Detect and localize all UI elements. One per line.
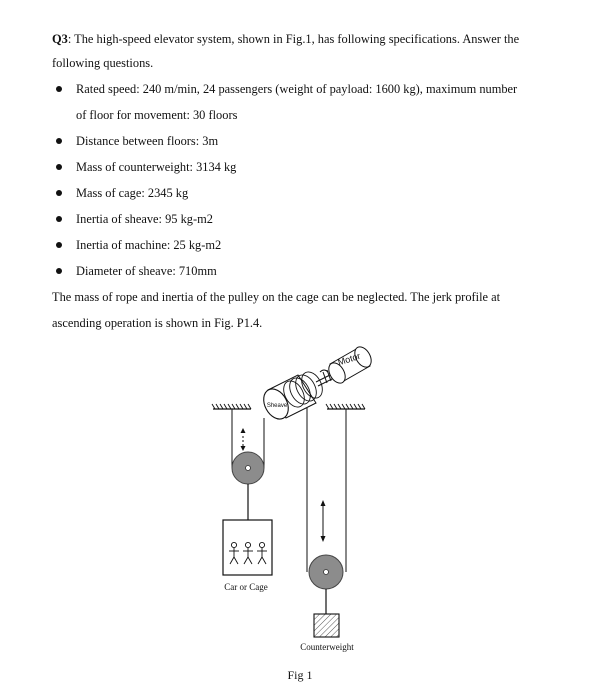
counterweight-pulley xyxy=(309,555,343,614)
question-label: Q3 xyxy=(52,32,68,46)
spec-item: Rated speed: 240 m/min, 24 passengers (weight of payload: 1600 kg), maximum number xyxy=(76,82,518,96)
motor xyxy=(325,344,374,386)
question-intro-text: : The high-speed elevator system, shown in Fig.1, has following specifications. Answer the xyxy=(67,32,520,46)
car-motion-arrow xyxy=(241,428,246,451)
car-cage xyxy=(223,520,272,575)
spec-item: Inertia of machine: 25 kg-m2 xyxy=(76,238,222,252)
sheave-label: Sheave xyxy=(266,403,288,409)
spec-item: Mass of counterweight: 3134 kg xyxy=(76,160,237,174)
counterweight-motion-arrow xyxy=(321,500,326,542)
left-ceiling-anchor xyxy=(212,404,251,409)
car-label: Car or Cage xyxy=(224,582,268,592)
car-pulley xyxy=(232,452,264,520)
figure-caption: Fig 1 xyxy=(287,668,313,682)
notes-line1: The mass of rope and inertia of the pulley on the cage can be neglected. The jerk profile at xyxy=(52,290,501,304)
question-intro-line2: following questions. xyxy=(52,56,154,70)
counterweight-label: Counterweight xyxy=(300,642,354,652)
spec-item: Distance between floors: 3m xyxy=(76,134,219,148)
notes-line2: ascending operation is shown in Fig. P1.4. xyxy=(52,316,263,330)
counterweight xyxy=(314,614,339,637)
motor-label: Motor xyxy=(336,350,362,368)
spec-item-continuation: of floor for movement: 30 floors xyxy=(76,108,238,122)
spec-item: Inertia of sheave: 95 kg-m2 xyxy=(76,212,213,226)
right-ceiling-anchor xyxy=(326,404,365,409)
spec-item: Diameter of sheave: 710mm xyxy=(76,264,217,278)
sheave xyxy=(259,368,327,423)
spec-item: Mass of cage: 2345 kg xyxy=(76,186,189,200)
